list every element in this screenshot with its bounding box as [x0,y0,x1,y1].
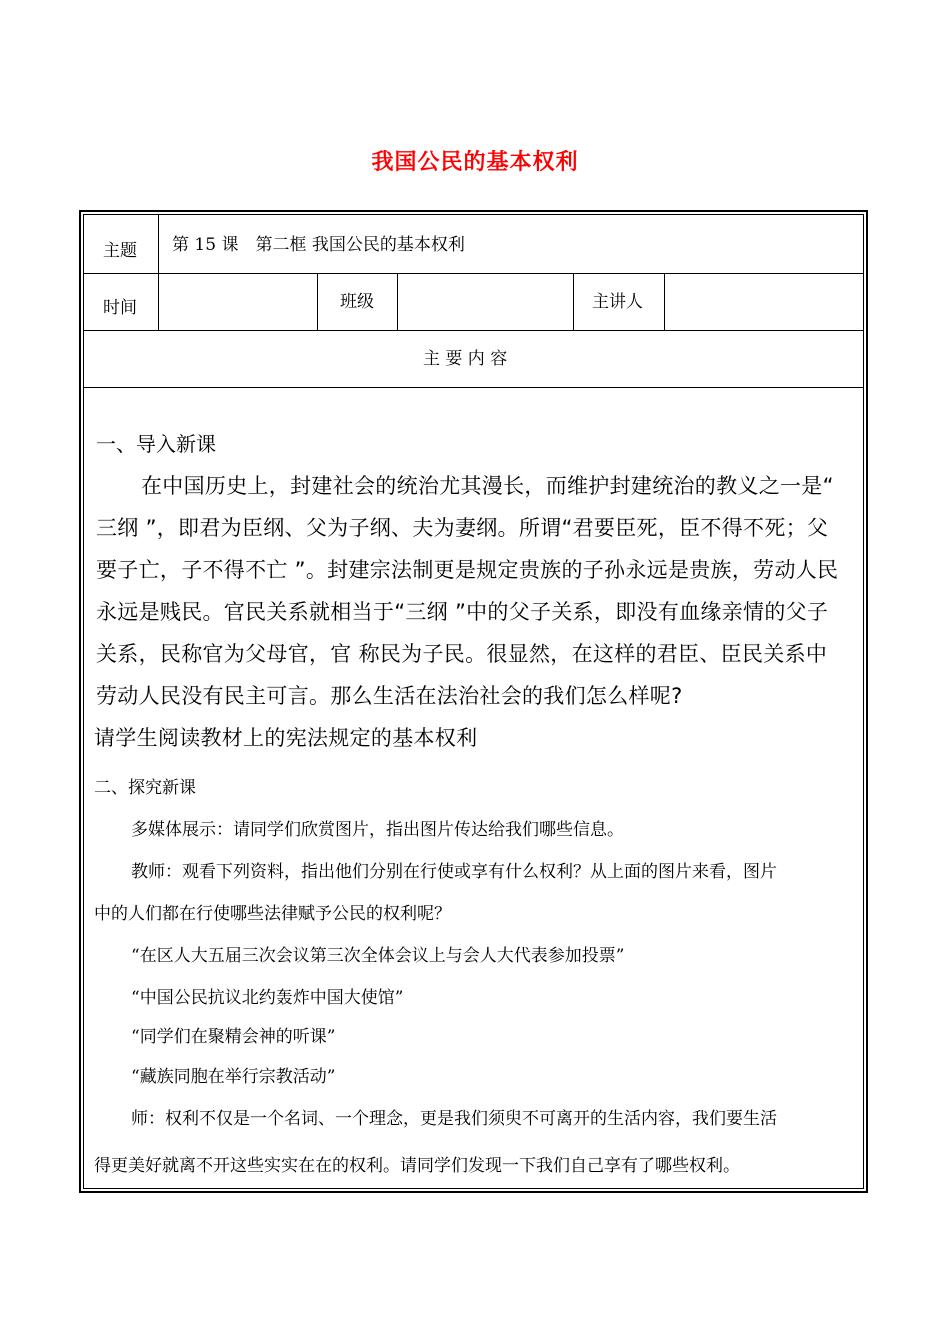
closing-line: 得更美好就离不开这些实实在在的权利。请同学们发现一下我们自己享有了哪些权利。 [94,1156,740,1176]
quote-item: “中国公民抗议北约轰炸中国大使馆” [131,988,404,1008]
col-divider-class-label [397,273,398,330]
col-divider-class-value [573,273,574,330]
speaker-label: 主讲人 [592,292,643,312]
closing-line: 师：权利不仅是一个名词、一个理念，更是我们须臾不可离开的生活内容，我们要生活 [131,1109,777,1129]
section2-heading: 二、探究新课 [94,778,196,798]
section1-line: 要子亡，子不得不亡 ”。封建宗法制更是规定贵族的子孙永远是贵族，劳动人民 [96,558,839,582]
topic-value: 第 15 课 第二框 我国公民的基本权利 [172,235,465,255]
col-divider-label [158,214,159,330]
topic-label: 主题 [103,241,137,261]
col-divider-speaker-label [664,273,665,330]
section1-line: 在中国历史上，封建社会的统治尤其漫长，而维护封建统治的教义之一是“ [141,474,834,498]
section1-line: 永远是贱民。官民关系就相当于“三纲 ”中的父子关系，即没有血缘亲情的父子 [96,600,829,624]
main-content-label: 主 要 内 容 [423,349,508,369]
class-label: 班级 [340,292,374,312]
section1-line: 劳动人民没有民主可言。那么生活在法治社会的我们怎么样呢? [96,684,683,708]
quote-item: “藏族同胞在举行宗教活动” [131,1067,336,1087]
teacher-line: 中的人们都在行使哪些法律赋予公民的权利呢？ [94,904,451,924]
teacher-line: 教师：观看下列资料，指出他们分别在行使或享有什么权利？从上面的图片来看，图片 [131,862,777,882]
quote-item: “同学们在聚精会神的听课” [131,1027,336,1047]
row-divider-2 [83,330,864,331]
section1-heading: 一、导入新课 [96,432,216,456]
section1-line: 关系，民称官为父母官，官 称民为子民。很显然，在这样的君臣、臣民关系中 [96,642,828,666]
col-divider-time-value [317,273,318,330]
multimedia-line: 多媒体展示：请同学们欣赏图片，指出图片传达给我们哪些信息。 [131,820,624,840]
row-divider-1 [83,273,864,274]
section1-line: 三纲 ”，即君为臣纲、父为子纲、夫为妻纲。所谓“君要臣死，臣不得不死；父 [96,516,829,540]
section1-instruction: 请学生阅读教材上的宪法规定的基本权利 [94,726,478,750]
row-divider-3 [83,387,864,388]
time-label: 时间 [103,298,137,318]
quote-item: “在区人大五届三次会议第三次全体会议上与会人大代表参加投票” [131,946,625,966]
document-title: 我国公民的基本权利 [371,150,579,175]
